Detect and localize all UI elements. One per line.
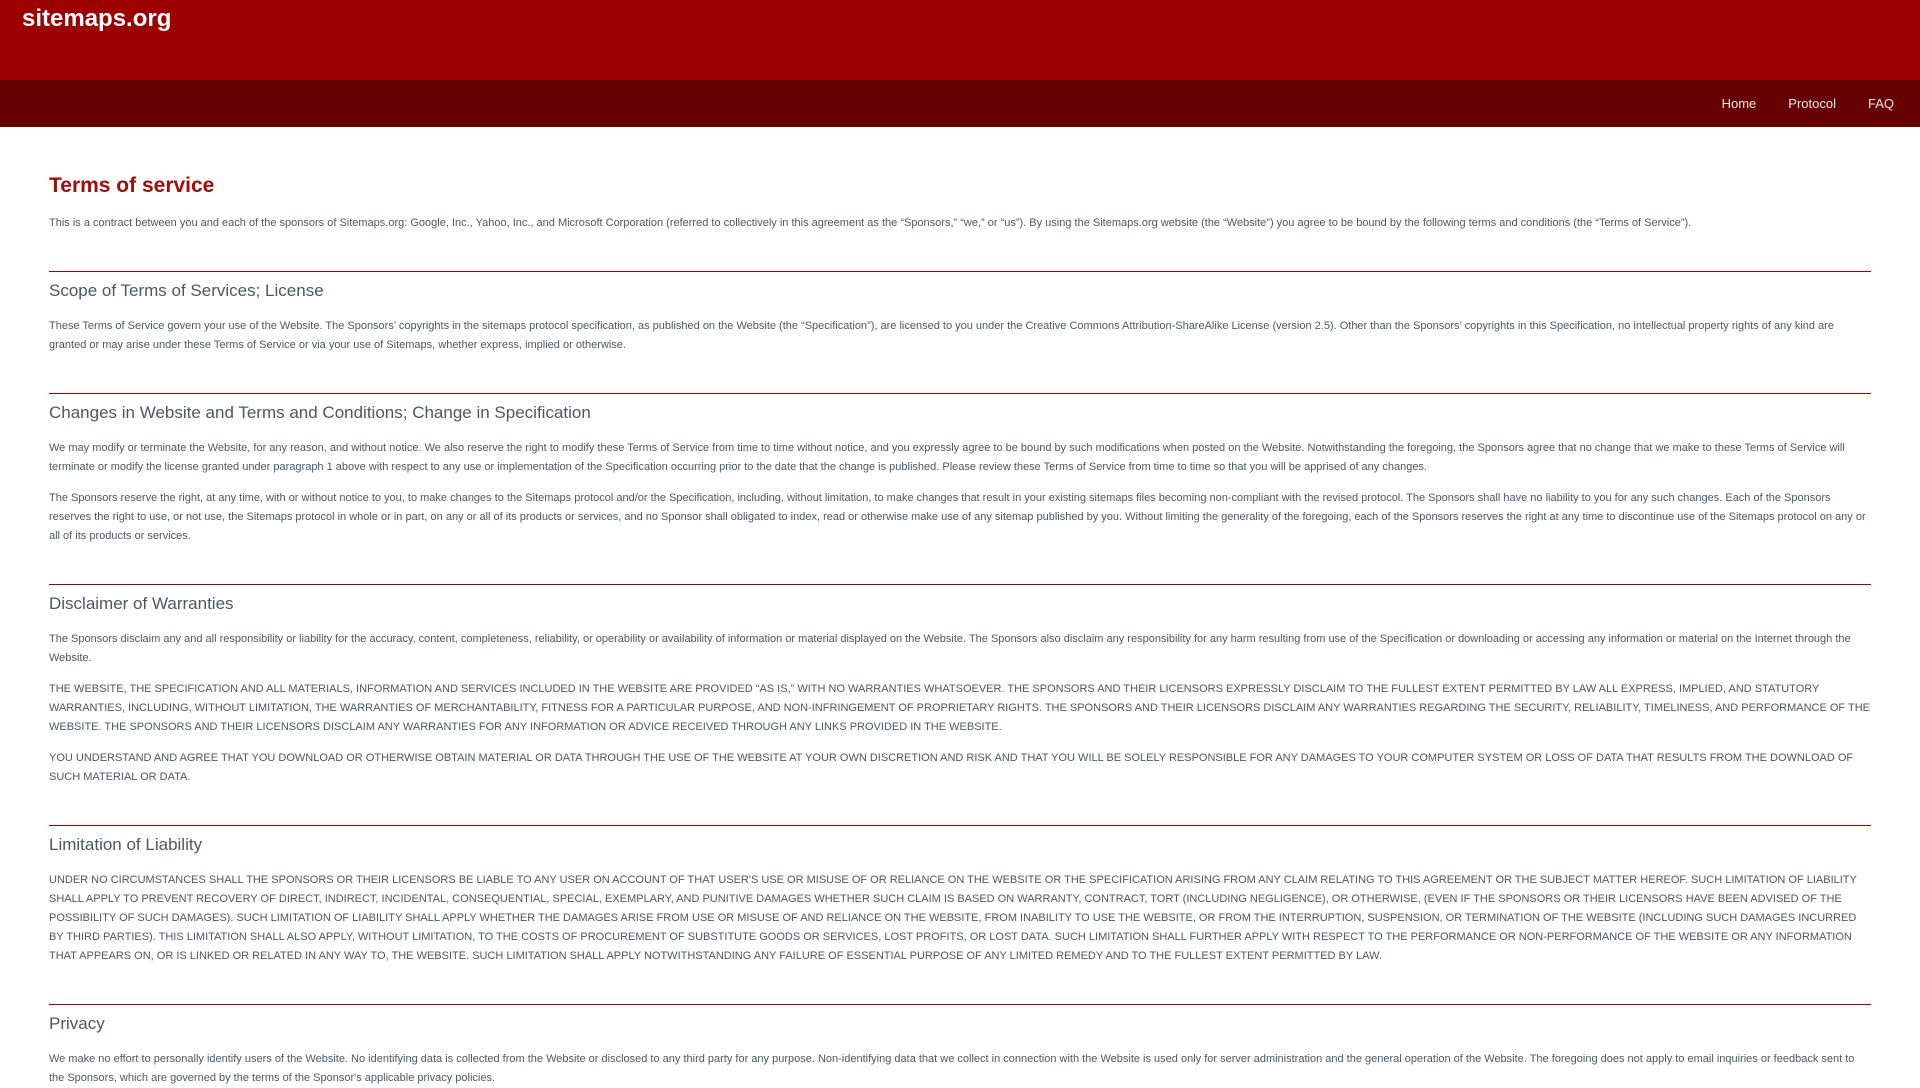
nav-link-home[interactable]: Home [1721, 96, 1757, 111]
nav-link-faq[interactable]: FAQ [1867, 96, 1894, 111]
site-title: sitemaps.org [22, 5, 172, 32]
section-heading-disclaimer: Disclaimer of Warranties [49, 594, 234, 613]
section-paragraph: We make no effort to personally identify users of the Website. No identifying data is collected from the Website or disclosed to any third party for any purpose. Non-identifying data that we collect in connection with the Website is used only for server administration and the general operation of the Website. The foregoing does not apply to email inquiries or feedback sent to the Sponsors, which are governed by the terms of the Sponsor's applicable privacy policies. [49, 1053, 1855, 1084]
section-privacy [49, 1004, 1871, 1088]
section-paragraph: We may modify or terminate the Website, for any reason, and without notice. We also reserve the right to modify these Terms of Service from time to time without notice, and you expressly agree to be bound by such modifications when posted on the Website. Notwithstanding the foregoing, the Sponsors agree that no change that we make to these Terms of Service will terminate or modify the license granted under paragraph 1 above with respect to any use or implementation of the Specification occurring prior to the date that the change is published. Please review these Terms of Service from time to time so that you will be apprised of any changes. [49, 442, 1845, 473]
section-paragraph: These Terms of Service govern your use of the Website. The Sponsors’ copyrights in the sitemaps protocol specification, as published on the Website (the “Specification”), are licensed to you under the Creative Commons Attribution-ShareAlike License (version 2.5). Other than the Sponsors’ copyrights in this Specification, no intellectual property rights of any kind are granted or may arise under these Terms of Service or via your use of Sitemaps, whether express, implied or otherwise. [49, 320, 1834, 351]
page-title: Terms of service [49, 174, 215, 197]
section-paragraph: UNDER NO CIRCUMSTANCES SHALL THE SPONSORS OR THEIR LICENSORS BE LIABLE TO ANY USER ON ACCOUNT OF THAT USER'S USE OR MISUSE OF OR RELIANCE ON THE WEBSITE OR THE SPECIFICATION ARISING FROM ANY CLAIM RELATING TO THIS AGREEMENT OR THE SUBJECT MATTER HEREOF. SUCH LIMITATION OF LIABILITY SHALL APPLY TO PREVENT RECOVERY OF DIRECT, INDIRECT, INCIDENTAL, CONSEQUENTIAL, SPECIAL, EXEMPLARY, AND PUNITIVE DAMAGES WHETHER SUCH CLAIM IS BASED ON WARRANTY, CONTRACT, TORT (INCLUDING NEGLIGENCE), OR OTHERWISE, (EVEN IF THE SPONSORS OR THEIR LICENSORS HAVE BEEN ADVISED OF THE POSSIBILITY OF SUCH DAMAGES). SUCH LIMITATION OF LIABILITY SHALL APPLY WHETHER THE DAMAGES ARISE FROM USE OR MISUSE OF AND RELIANCE ON THE WEBSITE, FROM INABILITY TO USE THE WEBSITE, OR FROM THE INTERRUPTION, SUSPENSION, OR TERMINATION OF THE WEBSITE (INCLUDING SUCH DAMAGES INCURRED BY THIRD PARTIES). THIS LIMITATION SHALL ALSO APPLY, WITHOUT LIMITATION, TO THE COSTS OF PROCUREMENT OF SUBSTITUTE GOODS OR SERVICES, LOST PROFITS, OR LOST DATA. SUCH LIMITATION SHALL FURTHER APPLY WITH RESPECT TO THE PERFORMANCE OR NON-PERFORMANCE OF THE WEBSITE OR ANY INFORMATION THAT APPEARS ON, OR IS LINKED OR RELATED IN ANY WAY TO, THE WEBSITE. SUCH LIMITATION SHALL APPLY NOTWITHSTANDING ANY FAILURE OF ESSENTIAL PURPOSE OF ANY LIMITED REMEDY AND TO THE FULLEST EXTENT PERMITTED BY LAW. [49, 874, 1857, 962]
section-paragraph: The Sponsors disclaim any and all responsibility or liability for the accuracy, content, completeness, reliability, or operability or availability of information or material displayed on the Website. The Sponsors also disclaim any responsibility for any harm resulting from use of the Specification or downloading or accessing any information or material on the Internet through the Website. [49, 633, 1851, 664]
section-heading-changes: Changes in Website and Terms and Conditions; Change in Specification [49, 403, 591, 422]
section-heading-privacy: Privacy [49, 1014, 105, 1033]
intro-paragraph: This is a contract between you and each of the sponsors of Sitemaps.org: Google, Inc., Yahoo, Inc., and Microsoft Corporation (referred to collectively in this agreement as the “Sponsors,” “we,” or “us”). By using the Sitemaps.org website (the “Website”) you agree to be bound by the following terms and conditions (the “Terms of Service”). [49, 217, 1692, 229]
section-limitation [49, 825, 1871, 966]
section-scope [49, 271, 1871, 355]
site-header [0, 0, 1920, 80]
terms-content [49, 127, 1871, 1088]
main-nav [0, 80, 1920, 127]
section-heading-limitation: Limitation of Liability [49, 835, 203, 854]
section-changes [49, 393, 1871, 546]
section-paragraph: The Sponsors reserve the right, at any time, with or without notice to you, to make changes to the Sitemaps protocol and/or the Specification, including, without limitation, to make changes that result in your existing sitemaps files becoming non-compliant with the revised protocol. The Sponsors shall have no liability to you for any such changes. Each of the Sponsors reserves the right to use, or not use, the Sitemaps protocol in whole or in part, on any or all of its products or services, and no Sponsor shall obligated to index, read or otherwise make use of any sitemap published by you. Without limiting the generality of the foregoing, each of the Sponsors reserves the right at any time to discontinue use of the Sitemaps protocol on any or all of its products or services. [49, 492, 1866, 542]
section-heading-scope: Scope of Terms of Services; License [49, 281, 324, 300]
section-disclaimer [49, 584, 1871, 787]
section-paragraph: THE WEBSITE, THE SPECIFICATION AND ALL MATERIALS, INFORMATION AND SERVICES INCLUDED IN THE WEBSITE ARE PROVIDED “AS IS,” WITH NO WARRANTIES WHATSOEVER. THE SPONSORS AND THEIR LICENSORS EXPRESSLY DISCLAIM TO THE FULLEST EXTENT PERMITTED BY LAW ALL EXPRESS, IMPLIED, AND STATUTORY WARRANTIES, INCLUDING, WITHOUT LIMITATION, THE WARRANTIES OF MERCHANTABILITY, FITNESS FOR A PARTICULAR PURPOSE, AND NON-INFRINGEMENT OF PROPRIETARY RIGHTS. THE SPONSORS AND THEIR LICENSORS DISCLAIM ANY WARRANTIES REGARDING THE SECURITY, RELIABILITY, TIMELINESS, AND PERFORMANCE OF THE WEBSITE. THE SPONSORS AND THEIR LICENSORS DISCLAIM ANY WARRANTIES FOR ANY INFORMATION OR ADVICE RECEIVED THROUGH ANY LINKS PROVIDED IN THE WEBSITE. [49, 683, 1870, 733]
nav-link-protocol[interactable]: Protocol [1788, 96, 1836, 111]
section-paragraph: YOU UNDERSTAND AND AGREE THAT YOU DOWNLOAD OR OTHERWISE OBTAIN MATERIAL OR DATA THROUGH THE USE OF THE WEBSITE AT YOUR OWN DISCRETION AND RISK AND THAT YOU WILL BE SOLELY RESPONSIBLE FOR ANY DAMAGES TO YOUR COMPUTER SYSTEM OR LOSS OF DATA THAT RESULTS FROM THE DOWNLOAD OF SUCH MATERIAL OR DATA. [49, 752, 1854, 783]
